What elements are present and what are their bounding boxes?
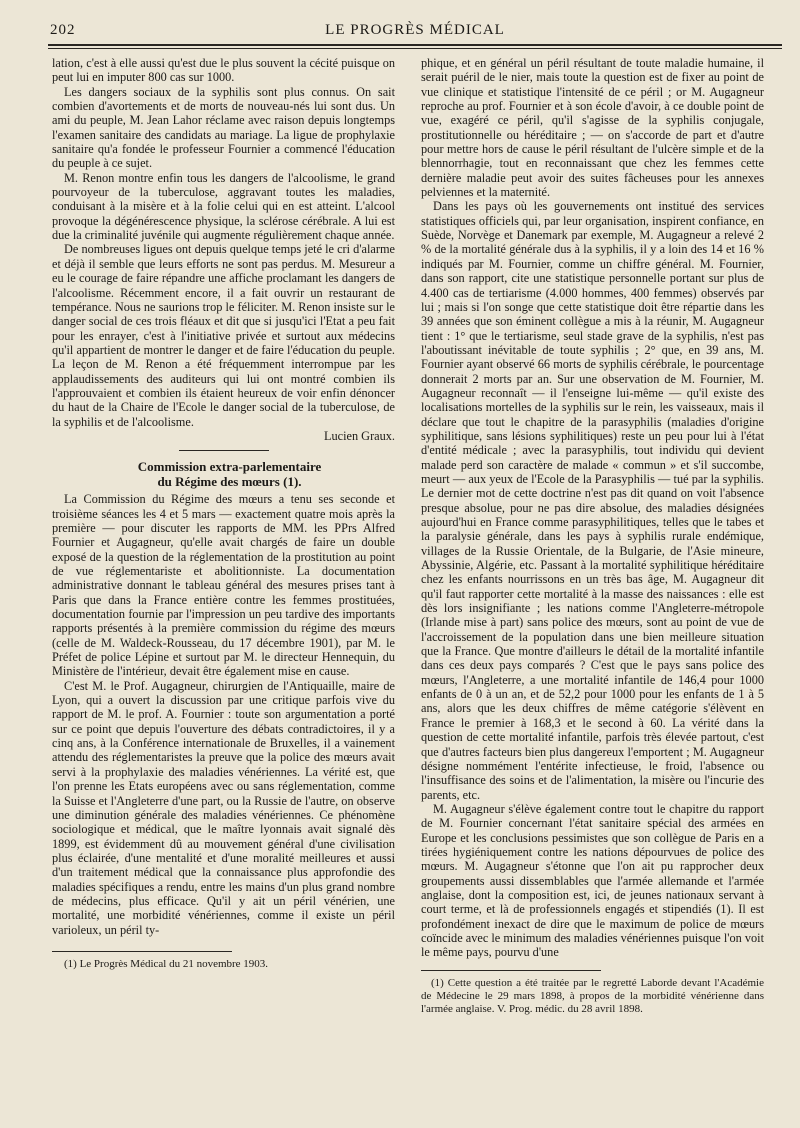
header-rule-thick — [48, 44, 782, 46]
paragraph: Les dangers sociaux de la syphilis sont plus connus. On sait combien d'avortements et de morts de nouveau-nés lui sont dus. Un ami du peuple, M. Jean Lahor réclame avec raison depuis longtemps l'examen sanitaire des candidats au mariage. La ligue de prophylaxie sanitaire qu'a fondée le professeur Fournier a commencé l'éducation du peuple à ce sujet. — [52, 84, 395, 171]
author-signature: Lucien Graux. — [323, 428, 395, 443]
page-header — [50, 22, 780, 42]
section-divider — [179, 450, 269, 451]
paragraph: La Commission du Régime des mœurs a tenu ses seconde et troisième séances les 4 et 5 mars — exactement quatre mois après la première — pour discuter les rapports de MM. les PPrs Alfred Fournier et Augagneur, qu'elle avait chargés de faire un double exposé de la question de la réglementation de la prostitution au point de vue réglementariste et abolitionniste. La documentation administrative donnant le tableau général des mesures prises tant à Paris que dans la France entière contre les femmes prostituées, documentation fournie par l'impression un peu tardive des importants rapports présentés à la première commission du régime des mœurs (celle de M. Waldeck-Rousseau, du 17 décembre 1901), par M. le Préfet de police Lépine et surtout par M. le directeur Hennequin, du Ministère de l'intérieur, devait être également mise en cause. — [52, 492, 395, 679]
section-subtitle: du Régime des mœurs (1). — [157, 474, 302, 490]
footnote: (1) Cette question a été traitée par le regretté Laborde devant l'Académie de Médecine le 29 mars 1898, à propos de la morbidité vénérienne dans l'armée anglaise. V. Prog. médic. du 28 avril 1898. — [421, 976, 764, 1015]
right-column — [421, 56, 764, 1016]
section-title: Commission extra-parlementaire — [137, 459, 322, 475]
left-column — [52, 56, 395, 971]
paragraph: Dans les pays où les gouvernements ont institué des services statistiques officiels qui, par leur organisation, inspirent confiance, en Suède, Norvège et Danemark par exemple, M. Augagneur a relevé 2 % de la mortalité générale dus à la syphilis, il y a loin des 14 et 16 % indiqués par M. Fournier, comme un chiffre général. M. Fournier, dans son rapport, cite une statistique personnelle portant sur plus de 4.400 cas de tertiarisme (4.000 hommes, 400 femmes) observés par lui ; mais si l'on songe que cette statistique doit être répartie dans les 39 années que son éminent collègue a mis à la réunir, M. Augagneur tient : 1° que le tertiarisme, seul stade grave de la syphilis, n'est pas l'aboutissant inévitable de toute syphilis ; 2° que, en 39 ans, M. Fournier ayant observé 66 morts de syphilis cérébrale, le pourcentage donnerait 2 morts par an. Sur une observation de M. Fournier, M. Augagneur reconnaît — il l'enseigne lui-même — qu'il existe des localisations mortelles de la syphilis sur le rein, les vaisseaux, mais il déclare que tout le chapitre de la parasyphilis (maladies d'origine syphilitique, sans lésions syphilitiques) reste un peu pour lui à l'état d'entité médicale ; avec la parasyphilis, tout individu qui devient malade perd son caractère de malade « commun » et s'il succombe, meurt — aux yeux de l'Ecole de la Parasyphilis — tué par la syphilis. Le dernier mot de cette doctrine n'est pas dit quand on voit l'absence presque absolue, pour ne pas dire absolue, des maladies désignées aujourd'hui en France comme parasyphilitiques, telles que le tabes et la paralysie générale, dans les pays à syphilis rurale endémique, villages de la Russie Orientale, de la Bulgarie, de l'Asie mineure, Abyssinie, Algérie, etc. Passant à la mortalité syphilitique héréditaire chez les enfants nourrissons en un très bas âge, M. Augagneur dit qu'il faut rapporter cette mortalité à la masse des naissances : elle est dès lors insignifiante ; les nations comme l'Angleterre-métropole (Irlande mise à part) sans police des mœurs, sont au point de vue de l'accroissement de la population dans une bien meilleure situation que la France. Que montre d'ailleurs le détail de la mortalité infantile dans ces deux pays comparés ? C'est que le pays sans police des mœurs, l'Angleterre, a une mortalité infantile de 146,4 pour 1000 enfants de 0 à un an, et de 52,2 pour 1000 pour les enfants de 1 à 5 ans, alors que les deux chiffres de même catégorie s'élèvent en France le premier à 168,3 et le second à 60. La vérité dans la question de cette mortalité infantile, parfois très élevée partout, c'est que d'autres facteurs bien plus dangereux l'emportent ; M. Augagneur désigne nommément l'entérite infectieuse, le froid, l'absence ou l'insuffisance des soins et de l'alimentation, la misère ou l'incurie des parents, etc. — [421, 199, 764, 802]
journal-title: LE PROGRÈS MÉDICAL — [325, 22, 505, 38]
paragraph: C'est M. le Prof. Augagneur, chirurgien de l'Antiquaille, maire de Lyon, qui a ouvert la discussion par une critique parfois vive du rapport de M. le prof. A. Fournier : toute son argumentation a porté sur ce point que depuis l'ouverture des débats contradictoires, il y a cinq ans, à la Conférence internationale de Bruxelles, il a vainement attendu des réglementaristes la preuve que la police des mœurs avait servi à la prophylaxie des maladies vénériennes. La vérité est, que l'on prenne les Etats européens avec ou sans réglementation, comme la Suisse et l'Angleterre d'une part, ou la Russie de l'autre, on observe une diminution générale des maladies vénériennes. Ce phénomène sociologique et médical, que le maître lyonnais avait signalé dès 1899, est évidemment dû au mouvement général d'une civilisation plus éclairée, d'une mentalité et d'une moralité meilleures et aussi d'un traitement médical que la connaissance plus approfondie des maladies spécifiques a rendu, entre les mains d'un plus grand nombre de médecins, plus efficace. Qu'il y ait un péril vénérien, une mortalité, une morbidité vénériennes, comme il existe un péril varioleux, un péril ty- — [52, 678, 395, 937]
paragraph: M. Renon montre enfin tous les dangers de l'alcoolisme, le grand pourvoyeur de la tuberculose, aggravant toutes les maladies, conduisant à la misère et à la folie celui qui en est atteint. L'alcool provoque la dégénérescence physique, la sclérose cérébrale. A lui est due la criminalité juvénile qui augmente régulièrement chaque année. — [52, 170, 395, 243]
paragraph: phique, et en général un péril résultant de toute maladie humaine, il serait puéril de le nier, mais toute la question est de fixer au point de vue clinique et statistique l'intensité de ce péril ; or M. Augagneur reproche au prof. Fournier et à son école d'avoir, à ce double point de vue, exagéré ce péril, qu'il s'agisse de la syphilis conjugale, prostitutionnelle ou héréditaire ; — on s'accorde de part et d'autre pour mettre hors de cause le péril résultant de l'ulcère simple et de la blennorrhagie, tout en reconnaissant que chez les femmes cette dernière maladie peut avoir des suites fâcheuses pour les annexes pelviennes et la maternité. — [421, 56, 764, 200]
paragraph: M. Augagneur s'élève également contre tout le chapitre du rapport de M. Fournier concernant l'état sanitaire spécial des armées en Europe et les conclusions pessimistes que son collègue de Paris en a tirées hygiéniquement contre les nations dépourvues de police des mœurs. M. Augagneur s'étonne que l'on ait pu rapprocher deux groupements aussi dissemblables que l'armée allemande et l'armée anglaise, dont la composition est, ici, de jeunes nationaux servant à court terme, et là de professionnels engagés et stipendiés (1). Il est profondément inexact de dire que le maximum de police de mœurs coïncide avec le minimum des maladies vénériennes puisque l'on voit le même pays, pourvu d'une — [421, 801, 764, 960]
footnote-separator — [52, 951, 232, 952]
paragraph: lation, c'est à elle aussi qu'est due le plus souvent la cécité puisque on peut lui en imputer 800 cas sur 1000. — [52, 56, 395, 85]
footnote: (1) Le Progrès Médical du 21 novembre 1903. — [64, 957, 269, 970]
paragraph: De nombreuses ligues ont depuis quelque temps jeté le cri d'alarme et déjà il semble que leurs efforts ne sont pas perdus. M. Mesureur a eu le courage de faire répandre une affiche proclamant les dangers de l'alcoolisme. Récemment encore, il a fait ouvrir un restaurant de tempérance. Nous ne saurions trop le féliciter. M. Renon insiste sur le danger social de ces trois fléaux et dit que si jusqu'ici l'Etat a peu fait pour les enrayer, c'est à l'initiative privée et surtout aux médecins qu'il appartient de montrer le danger et de faire l'éducation du peuple. La leçon de M. Renon a été fréquemment interrompue par les applaudissements des auditeurs qui lui ont montré combien ils l'approuvaient et combien ils étaient heureux de voir enfin dénoncer du haut de la Chaire de l'Ecole le danger social de la tuberculose, de la syphilis et de l'alcoolisme. — [52, 242, 395, 429]
page-number: 202 — [50, 22, 76, 38]
footnote-separator — [421, 970, 601, 971]
header-rule-thin — [48, 48, 782, 49]
